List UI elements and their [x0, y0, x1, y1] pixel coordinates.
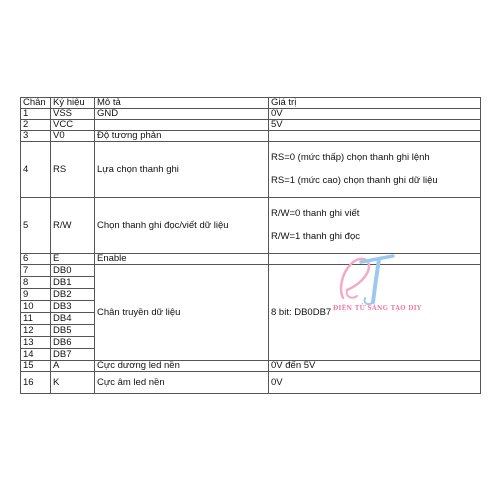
pin-number: 6 — [21, 254, 51, 265]
pin-desc: Độ tương phản — [95, 131, 269, 142]
pin-desc: Enable — [95, 254, 269, 265]
pin-number: 15 — [21, 361, 51, 372]
pin-value: 5V — [269, 120, 481, 131]
table-row — [21, 109, 481, 120]
pin-symbol: DB4 — [51, 313, 95, 325]
pin-number: 10 — [21, 301, 51, 313]
pin-symbol: V0 — [51, 131, 95, 142]
header-value: Giá trị — [269, 98, 481, 109]
table-row — [21, 361, 481, 372]
pin-number: 7 — [21, 265, 51, 277]
pin-number: 3 — [21, 131, 51, 142]
pin-desc: Cực dương led nền — [95, 361, 269, 372]
pin-number: 11 — [21, 313, 51, 325]
pin-symbol: DB5 — [51, 325, 95, 337]
table-row — [21, 265, 481, 277]
pin-symbol: DB1 — [51, 277, 95, 289]
pin-symbol: A — [51, 361, 95, 372]
pin-value — [269, 142, 481, 198]
pin-symbol: DB6 — [51, 337, 95, 349]
table-row — [21, 372, 481, 394]
data-bus-value: 8 bit: DB0DB7 — [269, 265, 481, 361]
table-header-row — [21, 98, 481, 109]
pin-value: 0V — [269, 109, 481, 120]
table-row — [21, 120, 481, 131]
data-bus-desc: Chân truyền dữ liệu — [95, 265, 269, 361]
pin-number: 5 — [21, 198, 51, 254]
pin-value: 0V đến 5V — [269, 361, 481, 372]
pin-number: 4 — [21, 142, 51, 198]
pin-table — [20, 97, 481, 394]
table-row — [21, 142, 481, 198]
pin-number: 1 — [21, 109, 51, 120]
pin-number: 8 — [21, 277, 51, 289]
value-line: R/W=0 thanh ghi viết — [271, 208, 360, 219]
pin-desc: Chọn thanh ghi đọc/viết dữ liệu — [95, 198, 269, 254]
pin-value: 0V — [269, 372, 481, 394]
value-line: RS=1 (mức cao) chọn thanh ghi dữ liệu — [271, 175, 438, 186]
pin-desc: GND — [95, 109, 269, 120]
pin-number: 2 — [21, 120, 51, 131]
pin-symbol: K — [51, 372, 95, 394]
header-desc: Mô tả — [95, 98, 269, 109]
table-row — [21, 131, 481, 142]
pin-number: 16 — [21, 372, 51, 394]
pin-desc: Cực âm led nền — [95, 372, 269, 394]
table-row — [21, 254, 481, 265]
pin-number: 9 — [21, 289, 51, 301]
header-pin: Chân — [21, 98, 51, 109]
value-line: R/W=1 thanh ghi đọc — [271, 231, 360, 242]
pin-symbol: DB7 — [51, 349, 95, 361]
pin-value — [269, 131, 481, 142]
pin-number: 14 — [21, 349, 51, 361]
pin-symbol: VSS — [51, 109, 95, 120]
watermark-text: ĐIỆN TỬ SÁNG TẠO DIY — [333, 305, 422, 312]
header-symbol: Ký hiệu — [51, 98, 95, 109]
pin-symbol: E — [51, 254, 95, 265]
pin-value — [269, 198, 481, 254]
pin-symbol: RS — [51, 142, 95, 198]
pin-symbol: R/W — [51, 198, 95, 254]
pin-symbol: DB2 — [51, 289, 95, 301]
pin-number: 13 — [21, 337, 51, 349]
pin-value — [269, 254, 481, 265]
value-line: RS=0 (mức thấp) chọn thanh ghi lệnh — [271, 152, 430, 163]
pin-desc: Lựa chọn thanh ghi — [95, 142, 269, 198]
pin-symbol: VCC — [51, 120, 95, 131]
table-row — [21, 198, 481, 254]
pin-symbol: DB0 — [51, 265, 95, 277]
pin-symbol: DB3 — [51, 301, 95, 313]
pin-desc — [95, 120, 269, 131]
pin-number: 12 — [21, 325, 51, 337]
